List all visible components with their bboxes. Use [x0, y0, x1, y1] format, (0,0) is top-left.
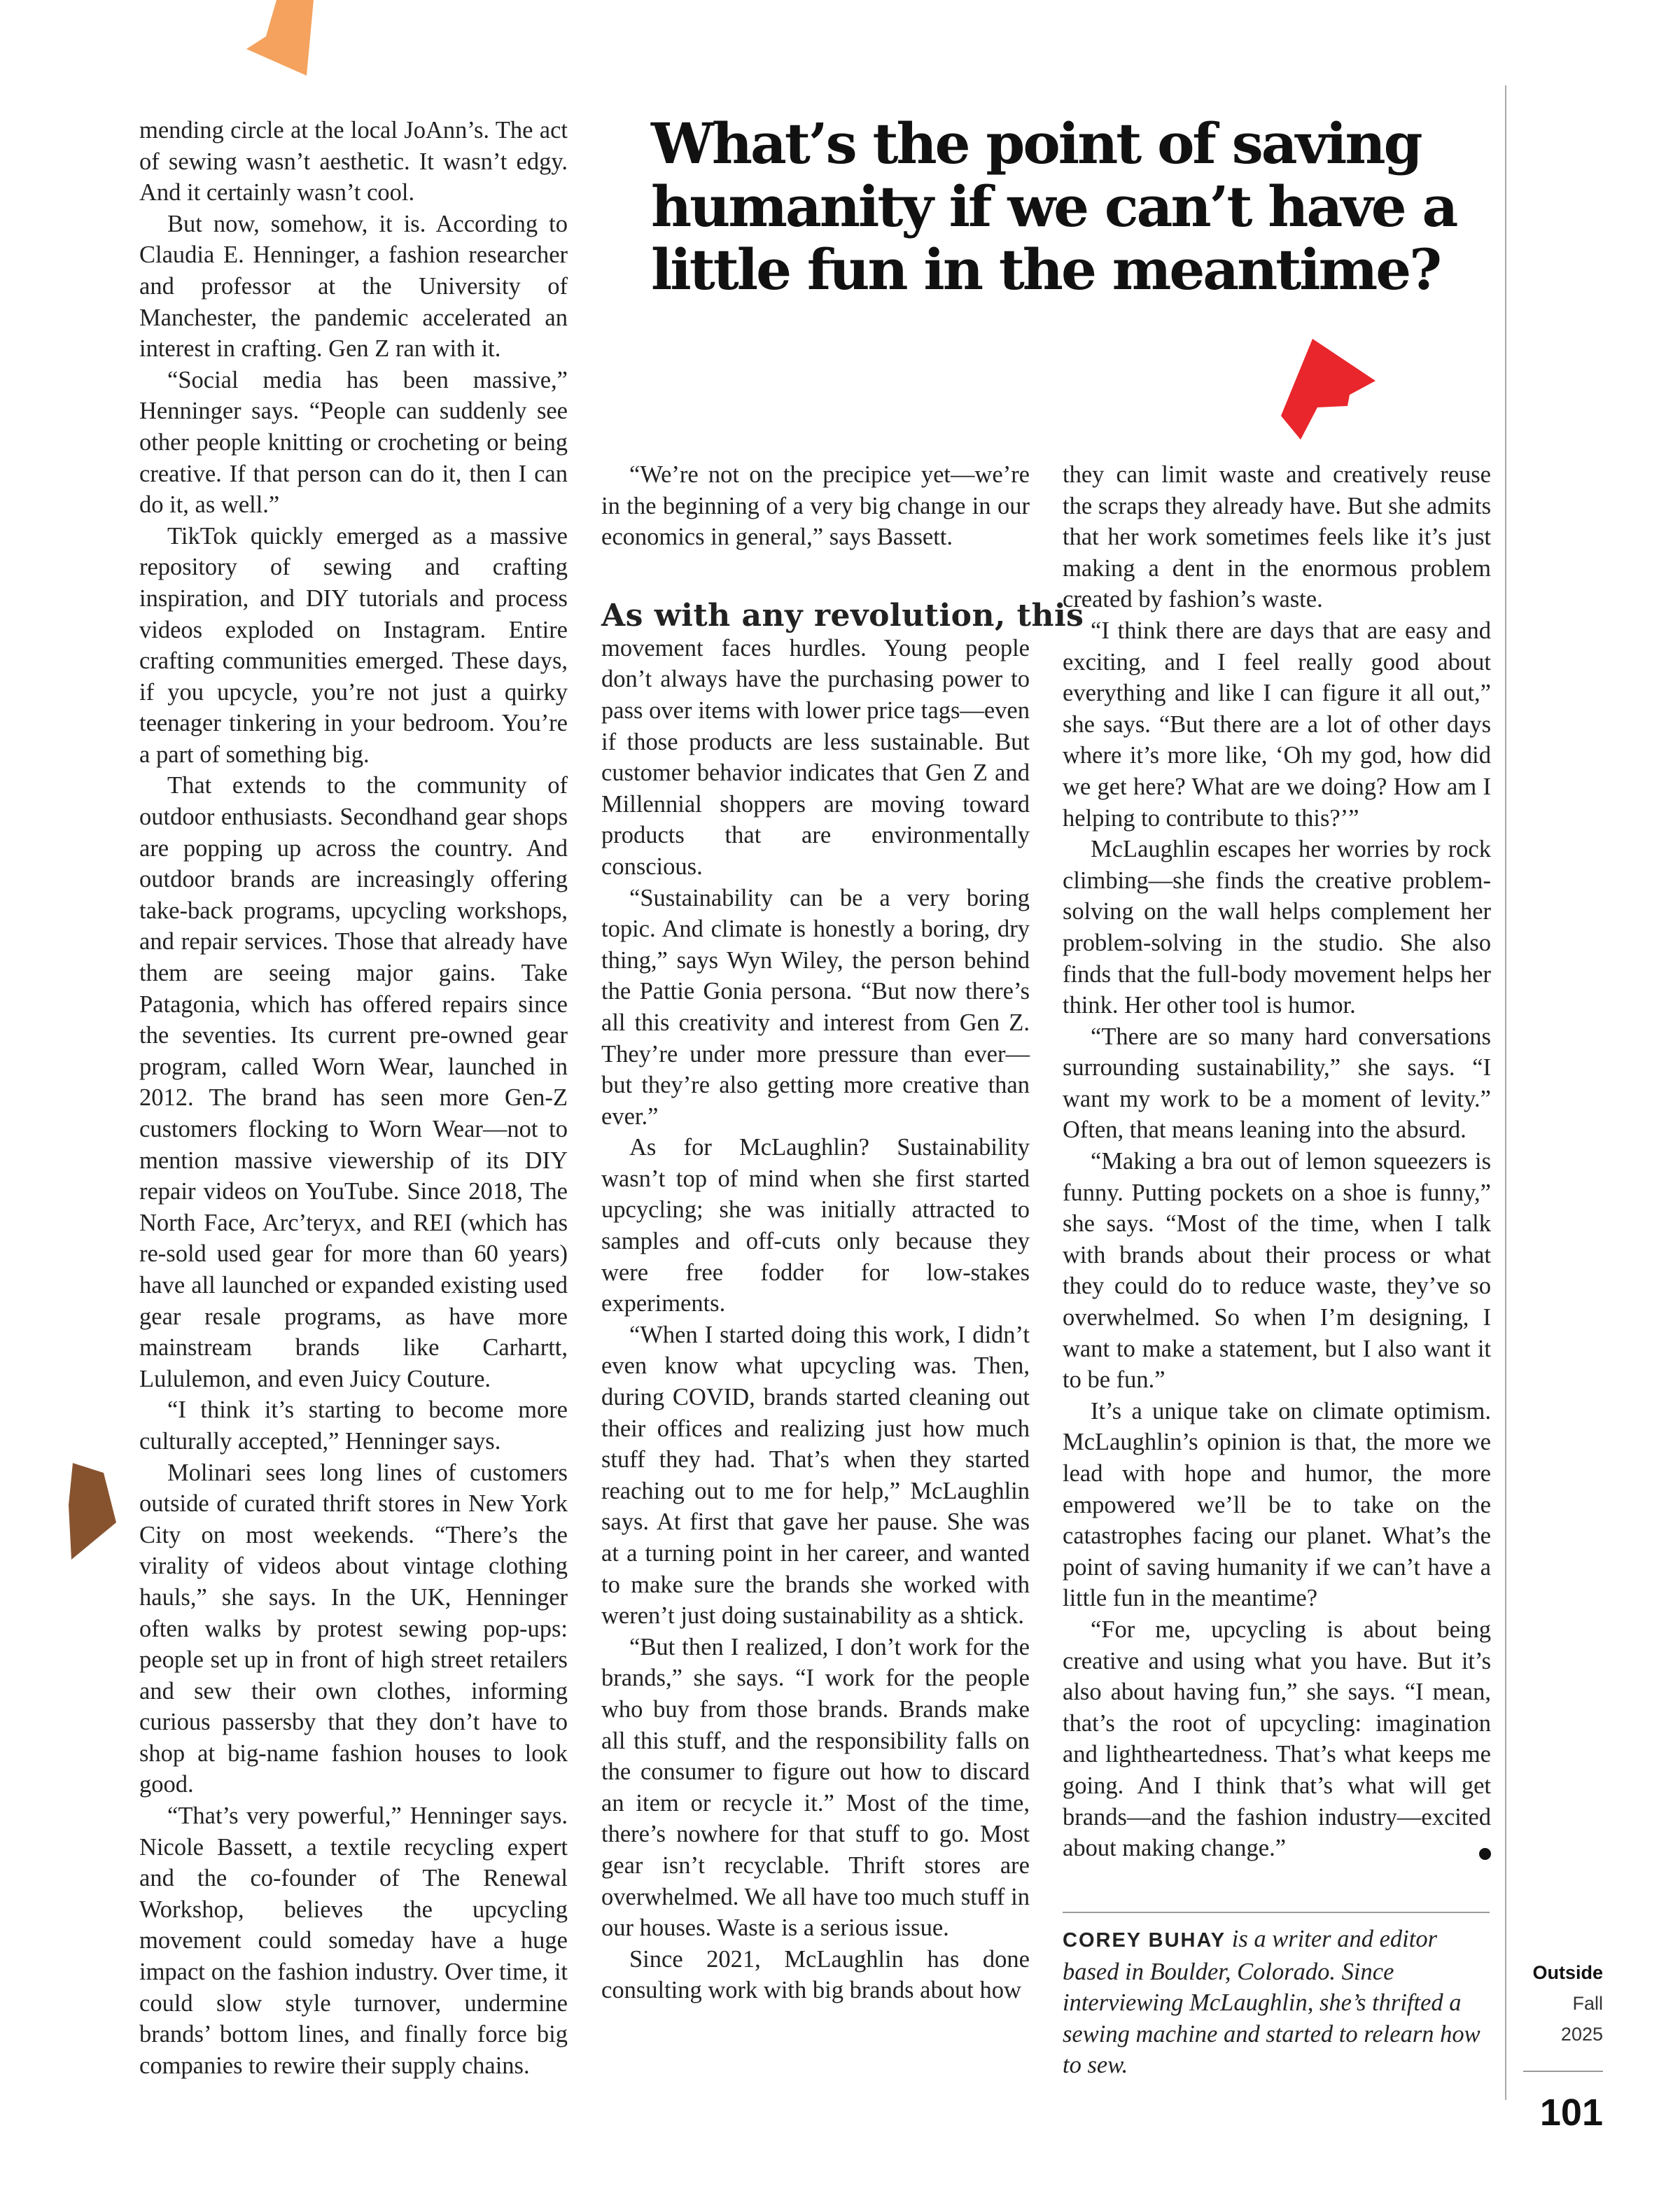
- article-column-2: [601, 459, 1084, 2006]
- author-bio: [1063, 1924, 1490, 2081]
- paragraph: Molinari sees long lines of customers outside of curated thrift stores in New York City on most weekends. “There’s the virality of videos about vintage clothing hauls,” she says. In the UK, Henninger often walks by protest sewing pop-ups: people set up in front of high street retailers and sew their own clothes, informing curious passersby that they don’t have to shop at big-name fashion houses to look good.: [139, 1459, 568, 1798]
- section-lead-in: As with any revolution, this: [601, 597, 1084, 634]
- paragraph: “Making a bra out of lemon squeezers is funny. Putting pockets on a shoe is funny,” she says. “Most of the time, when I talk with brands about their process or what they could do to reduce waste, they’ve so overwhelmed. So when I’m designing, I want to make a statement, but I also want it to be fun.”: [1063, 1148, 1491, 1394]
- folio: [1519, 1957, 1603, 2050]
- author-name: COREY BUHAY: [1063, 1929, 1226, 1952]
- brown-shape: [67, 1463, 123, 1561]
- paragraph: “Social media has been massive,” Henninger says. “People can suddenly see other people knitting or crocheting or being creative. If that person can do it, then I can do it, as well.”: [139, 366, 568, 519]
- pull-quote: What’s the point of saving humanity if we can’t have a little fun in the meantime?: [651, 111, 1457, 302]
- end-mark-icon: [1479, 1848, 1491, 1860]
- article-column-3: [1063, 459, 1491, 1864]
- paragraph: “But then I realized, I don’t work for the brands,” she says. “I work for the people who buy from those brands. Brands make all this stuff, and the responsibility falls on the consumer to figure out how to discard an item or recycle it.” Most of the time, there’s nowhere for that stuff to go. Most gear isn’t recyclable. Thrift stores are overwhelmed. We all have too much stuff in our houses. Waste is a serious issue.: [601, 1633, 1030, 1942]
- paragraph: As for McLaughlin? Sustainability wasn’t top of mind when she first started upcycling; she was initially attracted to samples and off-cuts only because they were free fodder for low-stakes experiments.: [601, 1134, 1030, 1317]
- paragraph: “That’s very powerful,” Henninger says. Nicole Bassett, a textile recycling expert and the co-founder of The Renewal Workshop, believes the upcycling movement could someday have a huge impact on the fashion industry. Over time, it could slow style turnover, undermine brands’ bottom lines, and finally force big companies to rewire their supply chains.: [139, 1802, 568, 2079]
- paragraph: “Sustainability can be a very boring topic. And climate is honestly a boring, dry thing,” says Wyn Wiley, the person behind the Pattie Gonia persona. “But now there’s all this creativity and interest from Gen Z. They’re under more pressure than ever—but they’re also getting more creative than ever.”: [601, 884, 1030, 1130]
- red-shape: [1281, 339, 1379, 444]
- paragraph: [1063, 1614, 1491, 1864]
- paragraph-text: “For me, upcycling is about being creative and using what you have. But it’s also about having fun,” she says. “I mean, that’s the root of upcycling: imagination and lightheartedness. That’s what keeps me going. And I think that’s what will get brands—and the fashion industry—excited about making change.”: [1063, 1616, 1491, 1862]
- paragraph: But now, somehow, it is. According to Claudia E. Henninger, a fashion researcher and professor at the University of Manchester, the pandemic accelerated an interest in crafting. Gen Z ran with it.: [139, 210, 568, 363]
- article-column-1: [139, 115, 568, 2081]
- bio-divider: [1063, 1912, 1490, 1913]
- paragraph: McLaughlin escapes her worries by rock climbing—she finds the creative problem-solving on the wall helps complement her problem-solving in the studio. She also finds that the full-body movement helps her think. Her other tool is humor.: [1063, 836, 1491, 1019]
- paragraph: TikTok quickly emerged as a massive repository of sewing and crafting inspiration, and DIY tutorials and process videos exploded on Instagram. Entire crafting communities emerged. These days, if you upcycle, you’re not just a quirky teenager tinkering in your bedroom. You’re a part of something big.: [139, 522, 568, 768]
- issue-season: Fall: [1572, 1993, 1603, 2014]
- paragraph: “When I started doing this work, I didn’t even know what upcycling was. Then, during COVID, brands started cleaning out their offices and realizing just how much stuff they had. That’s when they started reaching out to me for help,” McLaughlin says. At first that gave her pause. She was at a turning point in her career, and wanted to make sure the brands she worked with weren’t just doing sustainability as a shtick.: [601, 1321, 1030, 1630]
- folio-divider: [1523, 2071, 1603, 2072]
- orange-shape: [238, 0, 322, 77]
- paragraph: Since 2021, McLaughlin has done consulting work with big brands about how: [601, 1945, 1030, 2004]
- paragraph: “We’re not on the precipice yet—we’re in the beginning of a very big change in our economics in general,” says Bassett.: [601, 461, 1030, 551]
- issue-year: 2025: [1560, 2024, 1603, 2045]
- paragraph: mending circle at the local JoAnn’s. The act of sewing wasn’t aesthetic. It wasn’t edgy. And it certainly wasn’t cool.: [139, 117, 568, 206]
- paragraph: “There are so many hard conversations surrounding sustainability,” she says. “I want my work to be a moment of levity.” Often, that means leaning into the absurd.: [1063, 1023, 1491, 1144]
- magazine-name: Outside: [1532, 1962, 1603, 1983]
- paragraph: That extends to the community of outdoor enthusiasts. Secondhand gear shops are popping up across the country. And outdoor brands are increasingly offering take-back programs, upcycling workshops, and repair services. Those that already have them are seeing major gains. Take Patagonia, which has offered repairs since the seventies. Its current pre-owned gear program, called Worn Wear, launched in 2012. The brand has seen more Gen-Z customers flocking to Worn Wear—not to mention massive viewership of its DIY repair videos on YouTube. Since 2018, The North Face, Arc’teryx, and REI (which has re-sold used gear for more than 60 years) have all launched or expanded existing used gear resale programs, as have more mainstream brands like Carhartt, Lululemon, and even Juicy Couture.: [139, 772, 568, 1392]
- paragraph: movement faces hurdles. Young people don’t always have the purchasing power to pass over items with lower price tags—even if those products are less sustainable. But customer behavior indicates that Gen Z and Millennial shoppers are moving toward products that are environmentally conscious.: [601, 634, 1030, 880]
- paragraph: “I think it’s starting to become more culturally accepted,” Henninger says.: [139, 1396, 568, 1455]
- paragraph: “I think there are days that are easy and exciting, and I feel really good about everything and like I can figure it all out,” she says. “But there are a lot of other days where it’s more like, ‘Oh my god, how did we get here? What are we doing? How am I helping to contribute to this?’”: [1063, 617, 1491, 832]
- author-bio-text: is a writer and editor based in Boulder, Colorado. Since interviewing McLaughlin, she’s thrifted a sewing machine and started to relearn how to sew.: [1063, 1926, 1480, 2079]
- margin-rule: [1505, 85, 1506, 2100]
- paragraph: they can limit waste and creatively reuse the scraps they already have. But she admits that her work sometimes feels like it’s just making a dent in the enormous problem created by fashion’s waste.: [1063, 461, 1491, 613]
- page-number: 101: [1539, 2092, 1603, 2134]
- paragraph: It’s a unique take on climate optimism. McLaughlin’s opinion is that, the more we lead with hope and humor, the more empowered we’ll be to take on the catastrophes facing our planet. What’s the point of saving humanity if we can’t have a little fun in the meantime?: [1063, 1397, 1491, 1612]
